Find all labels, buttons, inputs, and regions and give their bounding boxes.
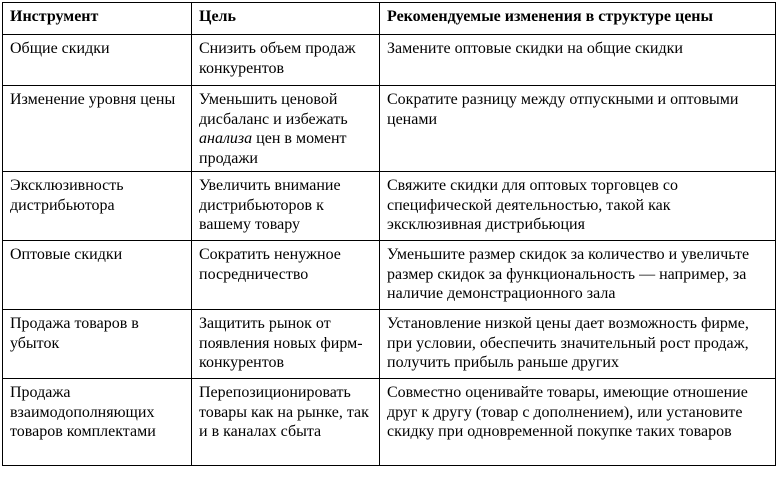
cell-instrument: Продажа взаимодополняющих товаров комплектами xyxy=(3,379,192,466)
pricing-instruments-table xyxy=(2,2,776,466)
cell-changes: Уменьшите размер скидок за количество и увеличьте размер скидок за функциональность — например, за наличие демонстрационного зала xyxy=(380,241,776,310)
cell-goal: Увеличить внимание дистрибьюторов к вашему товару xyxy=(192,172,380,241)
cell-changes: Совместно оценивайте товары, имеющие отношение друг к другу (товар с дополнением), или установите скидку при одновременной покупке таких товаров xyxy=(380,379,776,466)
cell-changes: Сократите разницу между отпускными и оптовыми ценами xyxy=(380,86,776,172)
goal-text-before: Уменьшить ценовой дисбаланс и избежать xyxy=(199,91,348,128)
cell-goal xyxy=(192,86,380,172)
table-row xyxy=(3,241,776,310)
cell-instrument: Общие скидки xyxy=(3,35,192,86)
cell-goal: Защитить рынок от появления новых фирм-конкурентов xyxy=(192,310,380,379)
cell-goal: Перепозиционировать товары как на рынке, так и в каналах сбыта xyxy=(192,379,380,466)
cell-instrument: Оптовые скидки xyxy=(3,241,192,310)
header-changes: Рекомендуемые изменения в структуре цены xyxy=(380,3,776,35)
header-instrument: Инструмент xyxy=(3,3,192,35)
cell-goal: Снизить объем продаж конкурентов xyxy=(192,35,380,86)
table-row xyxy=(3,86,776,172)
cell-instrument: Эксклюзивность дистрибьютора xyxy=(3,172,192,241)
cell-instrument: Продажа товаров в убыток xyxy=(3,310,192,379)
header-goal: Цель xyxy=(192,3,380,35)
table-row xyxy=(3,172,776,241)
cell-changes: Замените оптовые скидки на общие скидки xyxy=(380,35,776,86)
table-row xyxy=(3,310,776,379)
cell-changes: Свяжите скидки для оптовых торговцев со специфической деятельностью, такой как эксклюзивная дистрибьюция xyxy=(380,172,776,241)
cell-changes: Установление низкой цены дает возможность фирме, при условии, обеспечить значительный рост продаж, получить прибыль раньше других xyxy=(380,310,776,379)
table-header-row xyxy=(3,3,776,35)
goal-text-emphasis: анализа xyxy=(199,130,253,147)
goal-text-after: цен в момент продажи xyxy=(199,130,347,167)
cell-goal: Сократить ненужное посредничество xyxy=(192,241,380,310)
table-row xyxy=(3,379,776,466)
cell-instrument: Изменение уровня цены xyxy=(3,86,192,172)
table-row xyxy=(3,35,776,86)
